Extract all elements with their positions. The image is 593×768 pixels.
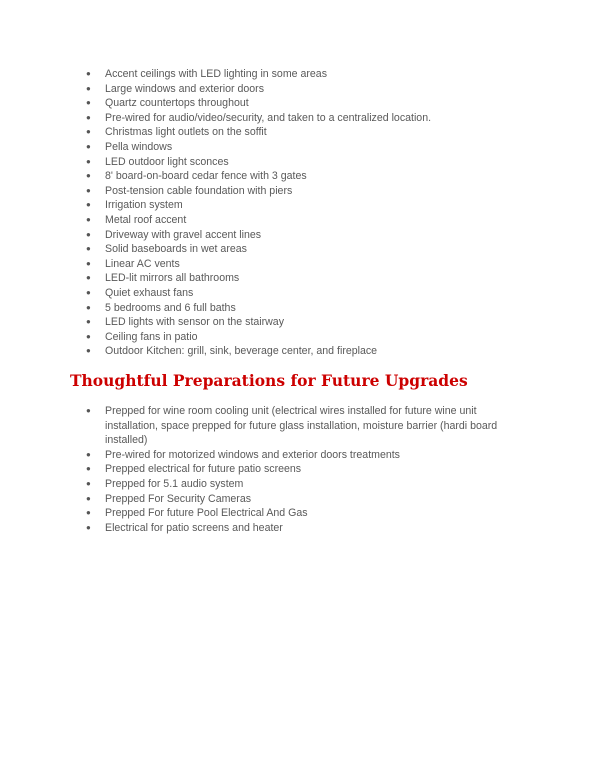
preparations-list xyxy=(86,404,501,535)
list-item: ● 5 bedrooms and 6 full baths xyxy=(86,301,556,316)
list-item: ● Metal roof accent xyxy=(86,213,556,228)
list-item: ● Irrigation system xyxy=(86,198,556,213)
features-list xyxy=(86,67,556,359)
list-item: ● Accent ceilings with LED lighting in some areas xyxy=(86,67,556,82)
list-item: ● Post-tension cable foundation with piers xyxy=(86,184,556,199)
list-item: ● Outdoor Kitchen: grill, sink, beverage center, and fireplace xyxy=(86,344,556,359)
list-item: ● LED lights with sensor on the stairway xyxy=(86,315,556,330)
list-item: ● Large windows and exterior doors xyxy=(86,82,556,97)
list-item: ● Pella windows xyxy=(86,140,556,155)
list-item: ● LED outdoor light sconces xyxy=(86,155,556,170)
section-heading: Thoughtful Preparations for Future Upgrades xyxy=(70,371,468,390)
list-item: ● Ceiling fans in patio xyxy=(86,330,556,345)
list-item: ● Linear AC vents xyxy=(86,257,556,272)
list-item: ● Christmas light outlets on the soffit xyxy=(86,125,556,140)
list-item: ● Solid baseboards in wet areas xyxy=(86,242,556,257)
list-item: ● Pre-wired for audio/video/security, and taken to a centralized location. xyxy=(86,111,556,126)
list-item: ● Driveway with gravel accent lines xyxy=(86,228,556,243)
list-item: ● Prepped for 5.1 audio system xyxy=(86,477,501,492)
list-item: ● Electrical for patio screens and heater xyxy=(86,521,501,536)
list-item: ● 8' board-on-board cedar fence with 3 gates xyxy=(86,169,556,184)
list-item: ● LED-lit mirrors all bathrooms xyxy=(86,271,556,286)
list-item: ● Prepped For Security Cameras xyxy=(86,492,501,507)
list-item: ● Quiet exhaust fans xyxy=(86,286,556,301)
list-item: ● Prepped For future Pool Electrical And Gas xyxy=(86,506,501,521)
list-item: ● Pre-wired for motorized windows and exterior doors treatments xyxy=(86,448,501,463)
list-item: ● Prepped electrical for future patio screens xyxy=(86,462,501,477)
list-item: ● Quartz countertops throughout xyxy=(86,96,556,111)
list-item: ● Prepped for wine room cooling unit (electrical wires installed for future wine unit installation, space prepped for future glass installation, moisture barrier (hardi board installed) xyxy=(86,404,501,448)
